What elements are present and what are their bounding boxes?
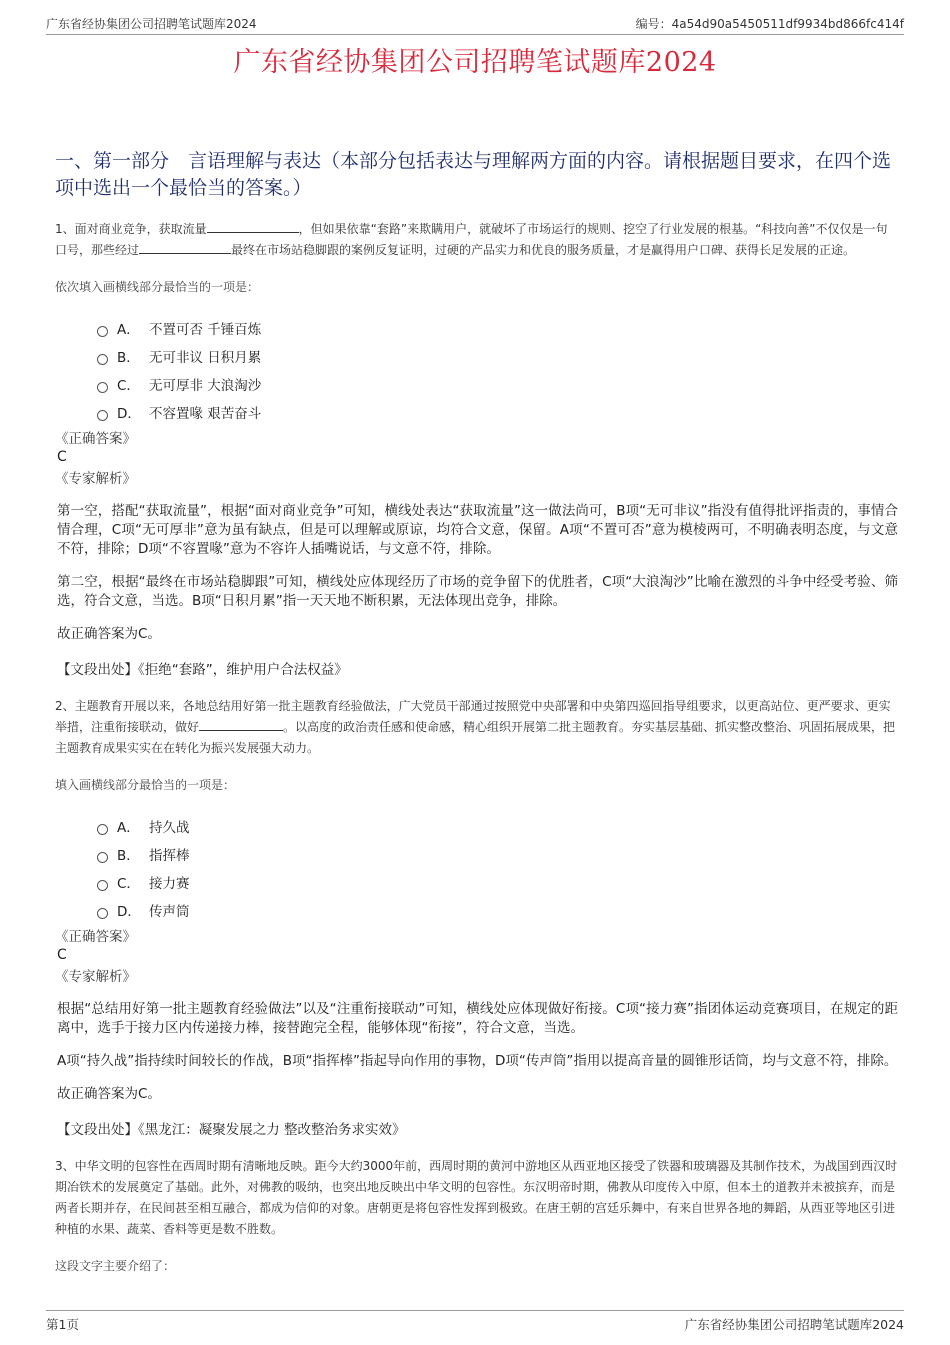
option-list [55,314,898,426]
header-doc-number: 编号：4a54d90a5450511df9934bd866fc414f [635,17,904,31]
radio-icon[interactable] [97,410,108,421]
option-b[interactable] [97,840,898,868]
analysis-conclusion: 故正确答案为C。 [57,626,161,642]
radio-icon[interactable] [97,880,108,891]
document-title: 广东省经协集团公司招聘笔试题库2024 [233,47,717,78]
stem-text: 2、主题教育开展以来，各地总结用好第一批主题教育经验做法，广大党员干部通过按照党中央部署和中央第四巡回指导组要求，以更高站位、更严要求、更实举措，注重衔接联动，做好 [55,699,891,734]
fill-blank [207,220,299,233]
analysis-paragraph: 第二空，根据“最终在市场站稳脚跟”可知，横线处应体现经历了市场的竞争留下的优胜者，C项“大浪淘沙”比喻在激烈的斗争中经受考验、筛选，符合文意，当选。B项“日积月累”指一天天地不断积累，无法体现出竞争，排除。 [57,574,898,609]
question-stem [55,696,898,759]
question-2 [55,696,898,1140]
radio-icon[interactable] [97,326,108,337]
question-3 [55,1156,898,1274]
option-d[interactable] [97,398,898,426]
option-text: 无可非议 日积月累 [149,350,262,366]
fill-blank [139,241,231,254]
option-letter: C． [117,378,140,394]
question-stem: 3、中华文明的包容性在西周时期有清晰地反映。距今大约3000年前，西周时期的黄河中游地区从西亚地区接受了铁器和玻璃器及其制作技术，为战国到西汉时期冶铁术的发展奠定了基础。此外，对佛教的吸纳，也突出地反映出中华文明的包容性。东汉明帝时期，佛教从印度传入中原，但本土的道教并未被摈弃，而是两者长期并存，在民间甚至相互融合，都成为信仰的对象。唐朝更是将包容性发挥到极致。在唐王朝的宫廷乐舞中，有来自世界各地的舞蹈，从西亚等地区引进种植的水果、蔬菜、香料等更是数不胜数。 [55,1159,898,1236]
question-1 [55,219,898,680]
analysis-conclusion: 故正确答案为C。 [57,1086,161,1102]
section-heading: 一、第一部分 言语理解与表达（本部分包括表达与理解两方面的内容。请根据题目要求，在四个选项中选出一个最恰当的答案。） [55,150,892,199]
passage-source: 【文段出处】《黑龙江：凝聚发展之力 整改整治务求实效》 [57,1122,406,1138]
analysis-paragraph: 第一空，搭配“获取流量”，根据“面对商业竞争”可知，横线处表达“获取流量”这一做法尚可，B项“无可非议”指没有值得批评指责的，事情合情合理，C项“无可厚非”意为虽有缺点，但是可以理解或原谅，均符合文意，保留。A项“不置可否”意为模棱两可，不明确表明态度，与文意不符，排除；D项“不容置喙”意为不容许人插嘴说话，与文意不符，排除。 [57,503,898,557]
option-text: 接力赛 [149,876,190,892]
option-letter: A． [117,820,140,836]
option-d[interactable] [97,896,898,924]
analysis-paragraph: A项“持久战”指持续时间较长的作战，B项“指挥棒”指起导向作用的事物，D项“传声筒”指用以提高音量的圆锥形话筒，均与文意不符，排除。 [57,1053,898,1069]
option-list [55,812,898,924]
option-letter: D． [117,406,141,422]
option-text: 指挥棒 [149,848,190,864]
correct-answer-label: 《正确答案》 [55,431,136,447]
stem-text: 。以高度的政治责任感和使命感，精心组织开展第二批主题教育。夯实基层基础、抓实整改整治、巩固拓展成果，把主题教育成果实实在在转化为振兴发展强大动力。 [55,720,896,755]
question-prompt: 依次填入画横线部分最恰当的一项是： [55,280,260,294]
question-prompt: 这段文字主要介绍了： [55,1259,176,1273]
option-a[interactable] [97,812,898,840]
option-letter: A． [117,322,140,338]
correct-answer-label: 《正确答案》 [55,929,136,945]
question-stem [55,219,898,261]
option-text: 持久战 [149,820,190,836]
question-list [55,219,898,1290]
page-header [46,12,904,35]
option-c[interactable] [97,370,898,398]
option-letter: B． [117,350,140,366]
option-text: 不容置喙 艰苦奋斗 [149,406,262,422]
option-letter: C． [117,876,140,892]
option-letter: D． [117,904,141,920]
option-text: 无可厚非 大浪淘沙 [149,378,262,394]
radio-icon[interactable] [97,908,108,919]
option-b[interactable] [97,342,898,370]
header-doc-name: 广东省经协集团公司招聘笔试题库2024 [46,17,257,31]
passage-source: 【文段出处】《拒绝“套路”，维护用户合法权益》 [57,662,348,678]
page-number: 第1页 [46,1317,79,1332]
option-letter: B． [117,848,140,864]
stem-text: ，但如果依靠“套路”来欺瞒用户，就破坏了市场运行的规则、挖空了行业发展的根基。“科技向善”不仅仅是一句口号，那些经过 [55,222,888,257]
page-footer [46,1310,904,1337]
fill-blank [199,718,283,731]
option-c[interactable] [97,868,898,896]
footer-doc-name: 广东省经协集团公司招聘笔试题库2024 [684,1317,904,1332]
stem-text: 1、面对商业竞争，获取流量 [55,222,207,236]
expert-analysis-label: 《专家解析》 [55,969,136,985]
radio-icon[interactable] [97,354,108,365]
radio-icon[interactable] [97,382,108,393]
correct-answer-value: C [57,449,67,465]
radio-icon[interactable] [97,824,108,835]
option-text: 不置可否 千锤百炼 [149,322,262,338]
correct-answer-value: C [57,947,67,963]
expert-analysis-label: 《专家解析》 [55,471,136,487]
question-prompt: 填入画横线部分最恰当的一项是： [55,778,236,792]
option-a[interactable] [97,314,898,342]
stem-text: 最终在市场站稳脚跟的案例反复证明，过硬的产品实力和优良的服务质量，才是赢得用户口碑、获得长足发展的正途。 [231,243,856,257]
radio-icon[interactable] [97,852,108,863]
option-text: 传声筒 [149,904,190,920]
analysis-paragraph: 根据“总结用好第一批主题教育经验做法”以及“注重衔接联动”可知，横线处应体现做好衔接。C项“接力赛”指团体运动竞赛项目，在规定的距离中，选手于接力区内传递接力棒，接替跑完全程，能够体现“衔接”，符合文意，当选。 [57,1001,898,1036]
